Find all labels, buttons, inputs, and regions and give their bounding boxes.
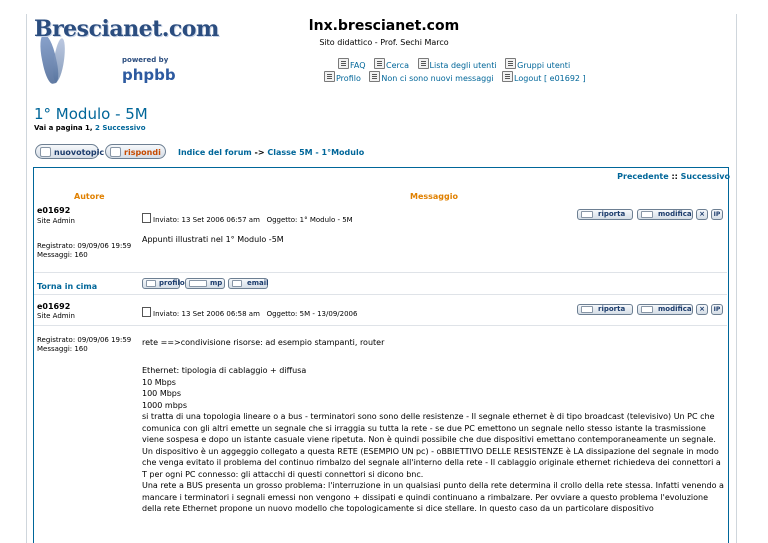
- memberlist-label: Lista degli utenti: [429, 61, 497, 70]
- logout-link[interactable]: [502, 71, 586, 83]
- logout-icon: [502, 71, 513, 82]
- previous-topic-link[interactable]: Precedente: [617, 172, 669, 181]
- messages-link[interactable]: [369, 71, 493, 83]
- page-2-link[interactable]: 2: [95, 124, 100, 132]
- delete-icon: ×: [699, 210, 705, 218]
- reply-icon: [110, 147, 121, 157]
- quote-label: riporta: [598, 305, 626, 313]
- edit-label: modifica: [658, 210, 692, 218]
- post-body-line: Una rete a BUS presenta un grosso problema: l'interruzione in un qualsiasi punto della rete determina il crollo della rete stessa. Infatti venendo a mancare i terminatori i segnali emessi non vengono + dissipati e quindi continuano a rimbalzare. Per ovviare a questo problema l'evoluzione della rete Ethernet propone un nuovo modello che topologicamente si dice stellare. In questo caso da un particolare dispositivo: [142, 481, 724, 513]
- post-body-line: Ethernet: tipologia di cablaggio + diffusa: [142, 366, 307, 375]
- post-body: [142, 365, 727, 515]
- reply-label: rispondi: [124, 148, 161, 157]
- profile-label: Profilo: [336, 74, 361, 83]
- groups-link[interactable]: [505, 58, 570, 70]
- quote-button[interactable]: [577, 209, 633, 220]
- quote-icon: [581, 211, 593, 218]
- post-subject: Oggetto: 5M - 13/09/2006: [266, 310, 358, 318]
- post-document-icon: [142, 213, 151, 223]
- post-author-rank: Site Admin: [37, 312, 75, 320]
- next-page-link[interactable]: Successivo: [102, 124, 146, 132]
- email-button[interactable]: [228, 278, 268, 289]
- column-header-author: Autore: [74, 192, 105, 201]
- edit-label: modifica: [658, 305, 692, 313]
- edit-icon: [641, 211, 653, 218]
- post-date: Inviato: 13 Set 2006 06:58 am: [153, 310, 260, 318]
- delete-button[interactable]: [696, 209, 708, 220]
- post-author-meta: [37, 242, 131, 260]
- topic-title[interactable]: 1° Modulo - 5M: [34, 105, 148, 123]
- post-author-messages: Messaggi: 160: [37, 345, 88, 353]
- breadcrumb-separator: ->: [254, 148, 265, 157]
- post-body-first-line: rete ==>condivisione risorse: ad esempio stampanti, router: [142, 338, 385, 347]
- delete-icon: ×: [699, 305, 705, 313]
- prev-next-separator: ::: [671, 172, 678, 181]
- faq-label: FAQ: [350, 61, 366, 70]
- new-topic-button[interactable]: [35, 144, 105, 159]
- search-link[interactable]: [374, 58, 409, 70]
- pm-button-icon: [189, 280, 207, 287]
- quote-icon: [581, 306, 593, 313]
- next-topic-link[interactable]: Successivo: [680, 172, 730, 181]
- post-author[interactable]: e01692: [37, 302, 71, 311]
- reply-button[interactable]: [105, 144, 166, 159]
- post-date: Inviato: 13 Set 2006 06:57 am: [153, 216, 260, 224]
- back-to-top-link[interactable]: Torna in cima: [37, 282, 98, 291]
- header-links-row2: [324, 71, 592, 83]
- post-divider: [34, 325, 727, 326]
- post-author-meta: [37, 336, 131, 354]
- memberlist-link[interactable]: [418, 58, 497, 70]
- post-divider: [34, 294, 727, 295]
- quote-button[interactable]: [577, 304, 633, 315]
- pm-button[interactable]: [185, 278, 225, 289]
- ip-icon: IP: [713, 306, 721, 313]
- ip-button[interactable]: [711, 304, 723, 315]
- post-author-registered: Registrato: 09/09/06 19:59: [37, 242, 132, 250]
- site-title: lnx.brescianet.com: [308, 18, 460, 34]
- groups-icon: [505, 58, 516, 69]
- post-header: [142, 213, 353, 224]
- column-header-message: Messaggio: [410, 192, 458, 201]
- post-body-line: si tratta di una topologia lineare o a bus - terminatori sono sono delle resistenze - Il segnale ethernet è di tipo broadcast (televisivo) Un PC che comunica con gli altri emette un segnale che si irraggia su tutta la rete - se due PC emettono un segnale nello stesso istante la trasmissione viene sospesa e dopo un istante casuale viene ripetuta. Non è quindi possibile che due dispositivi emettano contemporaneamente un segnale. Un dispositivo è un aggeggio collegato a questa RETE (ESEMPIO UN pc) - oBBIETTIVO DELLE RESISTENZE è LA dissipazione del segnale in modo che venga evitato il problema del continuo rimbalzo del segnale all'interno della rete - Il cablaggio originale ethernet richiedeva dei connettori a T per ogni PC connesso: gli attacchi di questi connettori si dicono bnc.: [142, 412, 721, 479]
- search-icon: [374, 58, 385, 69]
- new-topic-icon: [40, 147, 51, 157]
- page-nav-prefix: Vai a pagina 1,: [34, 124, 93, 132]
- phpbb-logo[interactable]: [122, 66, 174, 88]
- post-author-registered: Registrato: 09/09/06 19:59: [37, 336, 132, 344]
- post-author-rank: Site Admin: [37, 217, 75, 225]
- groups-label: Gruppi utenti: [517, 61, 571, 70]
- post-body-line: 1000 mbps: [142, 400, 188, 410]
- edit-icon: [641, 306, 653, 313]
- post-body-line: 10 Mbps: [142, 377, 176, 387]
- new-topic-label: nuovotopic: [54, 148, 105, 157]
- profile-button-label: profilo: [159, 279, 185, 287]
- quote-label: riporta: [598, 210, 626, 218]
- search-label: Cerca: [386, 61, 409, 70]
- logout-label: Logout [ e01692 ]: [514, 74, 586, 83]
- profile-button[interactable]: [142, 278, 185, 289]
- ip-button[interactable]: [711, 209, 723, 220]
- messages-label: Non ci sono nuovi messaggi: [381, 74, 494, 83]
- post-author-messages: Messaggi: 160: [37, 251, 88, 259]
- powered-by-label: powered by: [122, 56, 169, 64]
- post-body-line: 100 Mbps: [142, 389, 182, 398]
- edit-button[interactable]: [637, 304, 693, 315]
- header-links-row1: [338, 58, 576, 70]
- breadcrumb: [178, 148, 364, 157]
- page-navigation: [34, 124, 146, 132]
- post-divider: [34, 272, 727, 273]
- messages-icon: [369, 71, 380, 82]
- post-header: [142, 307, 357, 318]
- ip-icon: IP: [713, 211, 721, 218]
- post-body: Appunti illustrati nel 1° Modulo -5M: [142, 235, 284, 244]
- profile-button-icon: [146, 280, 156, 287]
- topic-prev-next: [617, 172, 730, 181]
- site-description: Sito didattico - Prof. Sechi Marco: [319, 38, 449, 47]
- edit-button[interactable]: [637, 209, 693, 220]
- post-subject: Oggetto: 1° Modulo - 5M: [266, 216, 353, 224]
- memberlist-icon: [418, 58, 429, 69]
- delete-button[interactable]: [696, 304, 708, 315]
- profile-link[interactable]: [324, 71, 361, 83]
- email-button-label: email: [247, 279, 269, 287]
- post-document-icon: [142, 307, 151, 317]
- faq-link[interactable]: [338, 58, 366, 70]
- pm-button-label: mp: [210, 279, 223, 287]
- phpbb-logo-text: phpbb: [122, 66, 176, 84]
- help-icon: [338, 58, 349, 69]
- post-author[interactable]: e01692: [37, 206, 71, 215]
- breadcrumb-category-link[interactable]: Classe 5M - 1°Modulo: [267, 148, 365, 157]
- profile-icon: [324, 71, 335, 82]
- breadcrumb-index-link[interactable]: Indice del forum: [178, 148, 252, 157]
- logo-text: Brescianet.com: [34, 16, 219, 42]
- email-button-icon: [232, 280, 242, 287]
